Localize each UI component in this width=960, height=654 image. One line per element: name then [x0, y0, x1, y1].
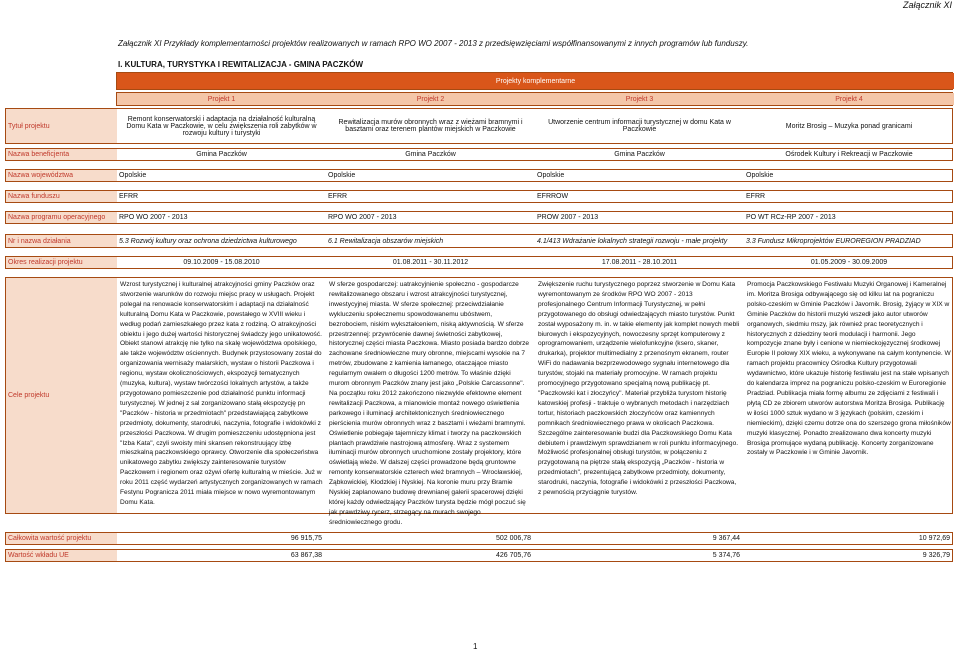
row-fund: [5, 190, 953, 203]
cell: Remont konserwatorski i adaptacja na działalność kulturalną Domu Kata w Paczkowie, w celu zwiększenia roli zabytków w rozwoju kultury i turystyki: [126, 115, 317, 137]
row-label: Nr i nazwa działania: [6, 235, 117, 247]
row-voivodeship: [5, 169, 953, 182]
row-label: Wartość wkładu UE: [6, 550, 117, 561]
row-label: Całkowita wartość projektu: [6, 533, 117, 544]
cell: Gmina Paczków: [614, 151, 665, 158]
row-period: [5, 256, 953, 269]
complementary-header: Projekty komplementarne: [117, 73, 954, 89]
cell: 5 374,76: [712, 552, 740, 559]
row-label: Nazwa funduszu: [6, 191, 117, 202]
project-header-2: Projekt 2: [326, 93, 535, 105]
goals-text-3: Zwiększenie ruchu turystycznego poprzez stworzenie w Domu Kata wyremontowanym ze środków RPO WO 2007 - 2013 profesjonalnego Centrum Informacji Turystycznej, w pełni przygotowanego do obsługi odwiedzających miasto turystów. Punkt został wyposażony m. in. w takie elementy jak komplet nowych mebli biurowych i ekspozycyjnych, nowoczesny sprzęt komputerowy z oprogramowaniem, urządzenie wielofunkcyjne (ksero, skaner, drukarka), projektor multimedialny z przenośnym ekranem, router WiFi do nadawania bezprzewodowego sygnału internetowego dla turystów, stojaki na materiały promocyjne. W ramach projektu promocyjnego przygotowano specjalną nową publikację pt. "Paczkowski kat i złoczyńcy". Materiał przybliża turystom historię katowskiej profesji - traktuje o wybranych metodach i narzędziach tortur, historiach paczkowskich złoczyńców oraz kamiennych pomnikach średniowiecznego prawa w okolicach Paczkowa. Szczególne zainteresowanie budzi dla Paczkowskiego Domu Kata debiutem i prawdziwym sprawdzianem w roli punktu informacyjnego. Możliwość profesjonalnej obsługi turystów, w połączeniu z przygotowaną na piętrze stałą ekspozycją „Paczków - historia w przedmiotach", prezentującą zabytkowe przedmioty, dokumenty, starodruki, naczynia, fotografie i widokówki z przeszłości Paczkowa, z pewnością przyciągnie turystów.: [538, 281, 740, 497]
row-label: Okres realizacji projektu: [6, 257, 117, 268]
project-header-4: Projekt 4: [744, 93, 954, 105]
cell: Utworzenie centrum informacji turystycznej w domu Kata w Paczkowie: [548, 119, 731, 133]
cell: Rewitalizacja murów obronnych wraz z wieżami bramnymi i basztami oraz terenem plantów miejskich w Paczkowie: [338, 119, 523, 133]
goals-text-2: W sferze gospodarczej: uatrakcyjnienie społeczno - gospodarcze rewitalizowanego obszaru i wzrost atrakcyjności turystycznej, inwestycyjnej miasta. W sferze społecznej: przeciwdziałanie wykluczeniu społecznemu spowodowanemu ubóstwem, bezrobociem, niskim wykształceniem, niską aktywnością. W sferze przestrzennej: przywrócenie dawnej świetności zabytkowej, historycznej części miasta Paczkowa. Miasto posiada bardzo dobrze zachowane średniowieczne mury obronne, miejscami wysokie na 7 metrów, zbudowane z kamienia łamanego, otaczające miasto regularnym owalem o długości 1200 metrów. To właśnie dzięki murom obronnym Paczków znany jest jako „Polskie Carcassonne". Na początku roku 2012 zakończono niezwykle efektowne element rewitalizacji Paczkowa, a mianowicie montaż nowego oświetlenia parkowego i iluminacji architektonicznych średniowiecznego pierścienia murów obronnych wraz z basztami i wieżami bramnymi. Oświetlenie pobiegaje tajemniczy klimat i tworzy na paczkowskich plantach prawdziwie nastrojową atmosferę. Wraz z systemem iluminacji murów obronnych uruchomione zostały projektory, które oświetlają wieże. W dalszej części prowadzone będą gruntowne remonty konserwatorskie czterech wież bramnych – Wrocławskiej, Ząbkowickiej, Kłodzkiej i Nyskiej. Na koronie muru przy Bramie Nyskiej zaplanowano budowę drewnianej galerii spacerowej dzięki której każdy odwiedzający Paczków turysta będzie mógł poczuć się jak prawdziwy rycerz, strzegący na murach swojego średniowiecznego grodu.: [329, 281, 530, 526]
section-title: I. KULTURA, TURYSTYKA I REWITALIZACJA - GMINA PACZKÓW: [118, 60, 364, 69]
cell: Opolskie: [746, 172, 774, 179]
cell: Gmina Paczków: [196, 151, 247, 158]
cell: 63 867,38: [290, 552, 322, 559]
cell: [117, 278, 326, 513]
row-label: Cele projektu: [6, 278, 117, 513]
row-goals: [5, 277, 953, 526]
cell: [744, 278, 954, 513]
row-label: Nazwa województwa: [6, 170, 117, 181]
cell: 01.08.2011 - 30.11.2012: [392, 259, 469, 266]
cell: 5.3 Rozwój kultury oraz ochrona dziedzictwa kulturowego: [119, 237, 297, 245]
cell: 426 705,76: [495, 552, 531, 559]
cell: 17.08.2011 - 28.10.2011: [601, 259, 678, 266]
cell: Opolskie: [328, 172, 356, 179]
row-label: Nazwa programu operacyjnego: [6, 212, 117, 223]
cell: Moritz Brosig – Muzyka ponad granicami: [785, 122, 913, 130]
cell: 4.1/413 Wdrażanie lokalnych strategii rozwoju - małe projekty: [537, 237, 728, 245]
project-header-1: Projekt 1: [117, 93, 326, 105]
cell: 3.3 Fundusz Mikroprojektów EUROREGION PRADZIAD: [746, 237, 921, 245]
row-eu-contribution: [5, 549, 953, 562]
cell: PO WT RCz-RP 2007 - 2013: [746, 214, 836, 221]
row-label: Nazwa beneficjenta: [6, 149, 117, 160]
cell: Opolskie: [119, 172, 147, 179]
row-beneficiary: [5, 148, 953, 161]
cell: 09.10.2009 - 15.08.2010: [183, 259, 260, 266]
cell: Opolskie: [537, 172, 565, 179]
row-measure: [5, 234, 953, 248]
goals-text-4: Promocja Paczkowskiego Festiwalu Muzyki Organowej i Kameralnej im. Moritza Brosiga odbywającego się od kilku lat na pograniczu polsko-czeskim w Gminie Paczków i Javornik. Brosig, żyjący w XIX w Gminie Paczków do historii muzyki wszedł jako autor utworów organowych, siedmiu mszy, jak również prac teoretycznych i historycznych z dziedziny teorii modulacji i harmonii. Jego kompozycje znane były i cenione w niemieckojęzycznej środkowej Europie II połowy XIX wieku, a wykonywane na całym kontynencie. W ramach projektu pracownicy Ośrodka Kultury przygotowali wydawnictwo, które ukazuje historię festiwalu jest na stałe wpisanych do kalendarza imprez na pograniczu polsko-czeskim w Euroregionie Pradziad. Publikacja miała formę albumu ze zdjęciami z festiwali i płytą CD ze zbiorem utworów autorstwa Moritza Brosiga. Publikację w ilości 1000 sztuk wydano w 3 językach (polskim, czeskim i niemieckim), dzięki czemu dotrze ona do szerszego grona miłośników muzyki klasycznej. Ponadto zrealizowano dwa koncerty muzyki Brosiga promujące wydaną publikację. Koncerty zorganizowane zostały w Paczkowie i w Gminie Javornik.: [747, 281, 951, 457]
cell: EFRROW: [537, 193, 569, 200]
appendix-label: Załącznik XI: [902, 0, 952, 10]
cell: EFRR: [328, 193, 348, 200]
project-header-row: [116, 92, 953, 106]
row-total-value: [5, 532, 953, 545]
cell: RPO WO 2007 - 2013: [328, 214, 397, 221]
cell: 96 915,75: [290, 535, 322, 542]
cell: [535, 278, 744, 513]
cell: EFRR: [746, 193, 766, 200]
cell: EFRR: [119, 193, 139, 200]
complementary-header-row: [116, 72, 953, 90]
row-program: [5, 211, 953, 224]
cell: PROW 2007 - 2013: [537, 214, 599, 221]
row-title: [5, 108, 953, 144]
cell: 6.1 Rewitalizacja obszarów miejskich: [328, 237, 444, 245]
goals-text-1: Wzrost turystycznej i kulturalnej atrakcyjności gminy Paczków oraz stworzenie warunków do rozwoju miejsc pracy w usługach. Projekt polegał na renowacie konserwatorskim i adaptacji na działalność kulturalną Domu Kata w Paczkowie, powstałego w XVIII wieku i według podań zamieszkałego przez kata z rodziną. O atrakcyjności obiektu i jego dużej wartości historycznej świadczy jego unikatowość. Obiekt stanowi atrakcję nie tylko na skalę województwa opolskiego, ale także województw ościennych. Budynek przystosowany został do organizowania wernisaży malarskich, wystaw o historii Paczkowa i regionu, wystaw okolicznościowych, ekspozycji tematycznych (muzyka, kultura), wystaw twórczości lokalnych artystów, a także przygotowano pomieszczenie pod działalność punktu informacji turystycznej. W jednej z sal zorganizowano stałą ekspozycję pn "Paczków - historia w przedmiotach" przedstawiającą zabytkowe przedmioty, dokumenty, starodruki, naczynia, fotografie i widokówki z przeszłości Paczkowa. W drugim pomieszczeniu udostępniona jest "Izba Kata", czyli swoisty mini skansen rekonstruujący izbę mieszkalną paczkowskiego oprawcy. Otworzenie dla społeczeństwa unikatowego zabytku zwiększy zainteresowanie turystów Paczkowem i regionem oraz ożywi ofertę kulturalną w mieście. Już w roku 2011 część wydarzeń artystycznych zorganizowanych w ramach Festynu Pogranicza 2011 miała miejsce w nowo wyremontowanym Domu Kata.: [120, 281, 323, 506]
page-number: 1: [473, 642, 478, 651]
row-label: Tytuł projektu: [6, 109, 117, 143]
cell: 502 006,78: [495, 535, 531, 542]
cell: 01.05.2009 - 30.09.2009: [810, 259, 888, 266]
cell: 9 367,44: [712, 535, 740, 542]
cell: RPO WO 2007 - 2013: [119, 214, 188, 221]
cell: Gmina Paczków: [405, 151, 456, 158]
project-header-3: Projekt 3: [535, 93, 744, 105]
document-subtitle: Załącznik XI Przykłady komplementarności projektów realizowanych w ramach RPO WO 2007 - 2013 z przedsięwzięciami współfinansowanymi z innych programów lub funduszy.: [118, 39, 749, 48]
cell: 10 972,69: [918, 535, 950, 542]
cell: 9 326,79: [922, 552, 950, 559]
cell: [326, 278, 535, 526]
cell: Ośrodek Kultury i Rekreacji w Paczkowie: [785, 151, 913, 158]
